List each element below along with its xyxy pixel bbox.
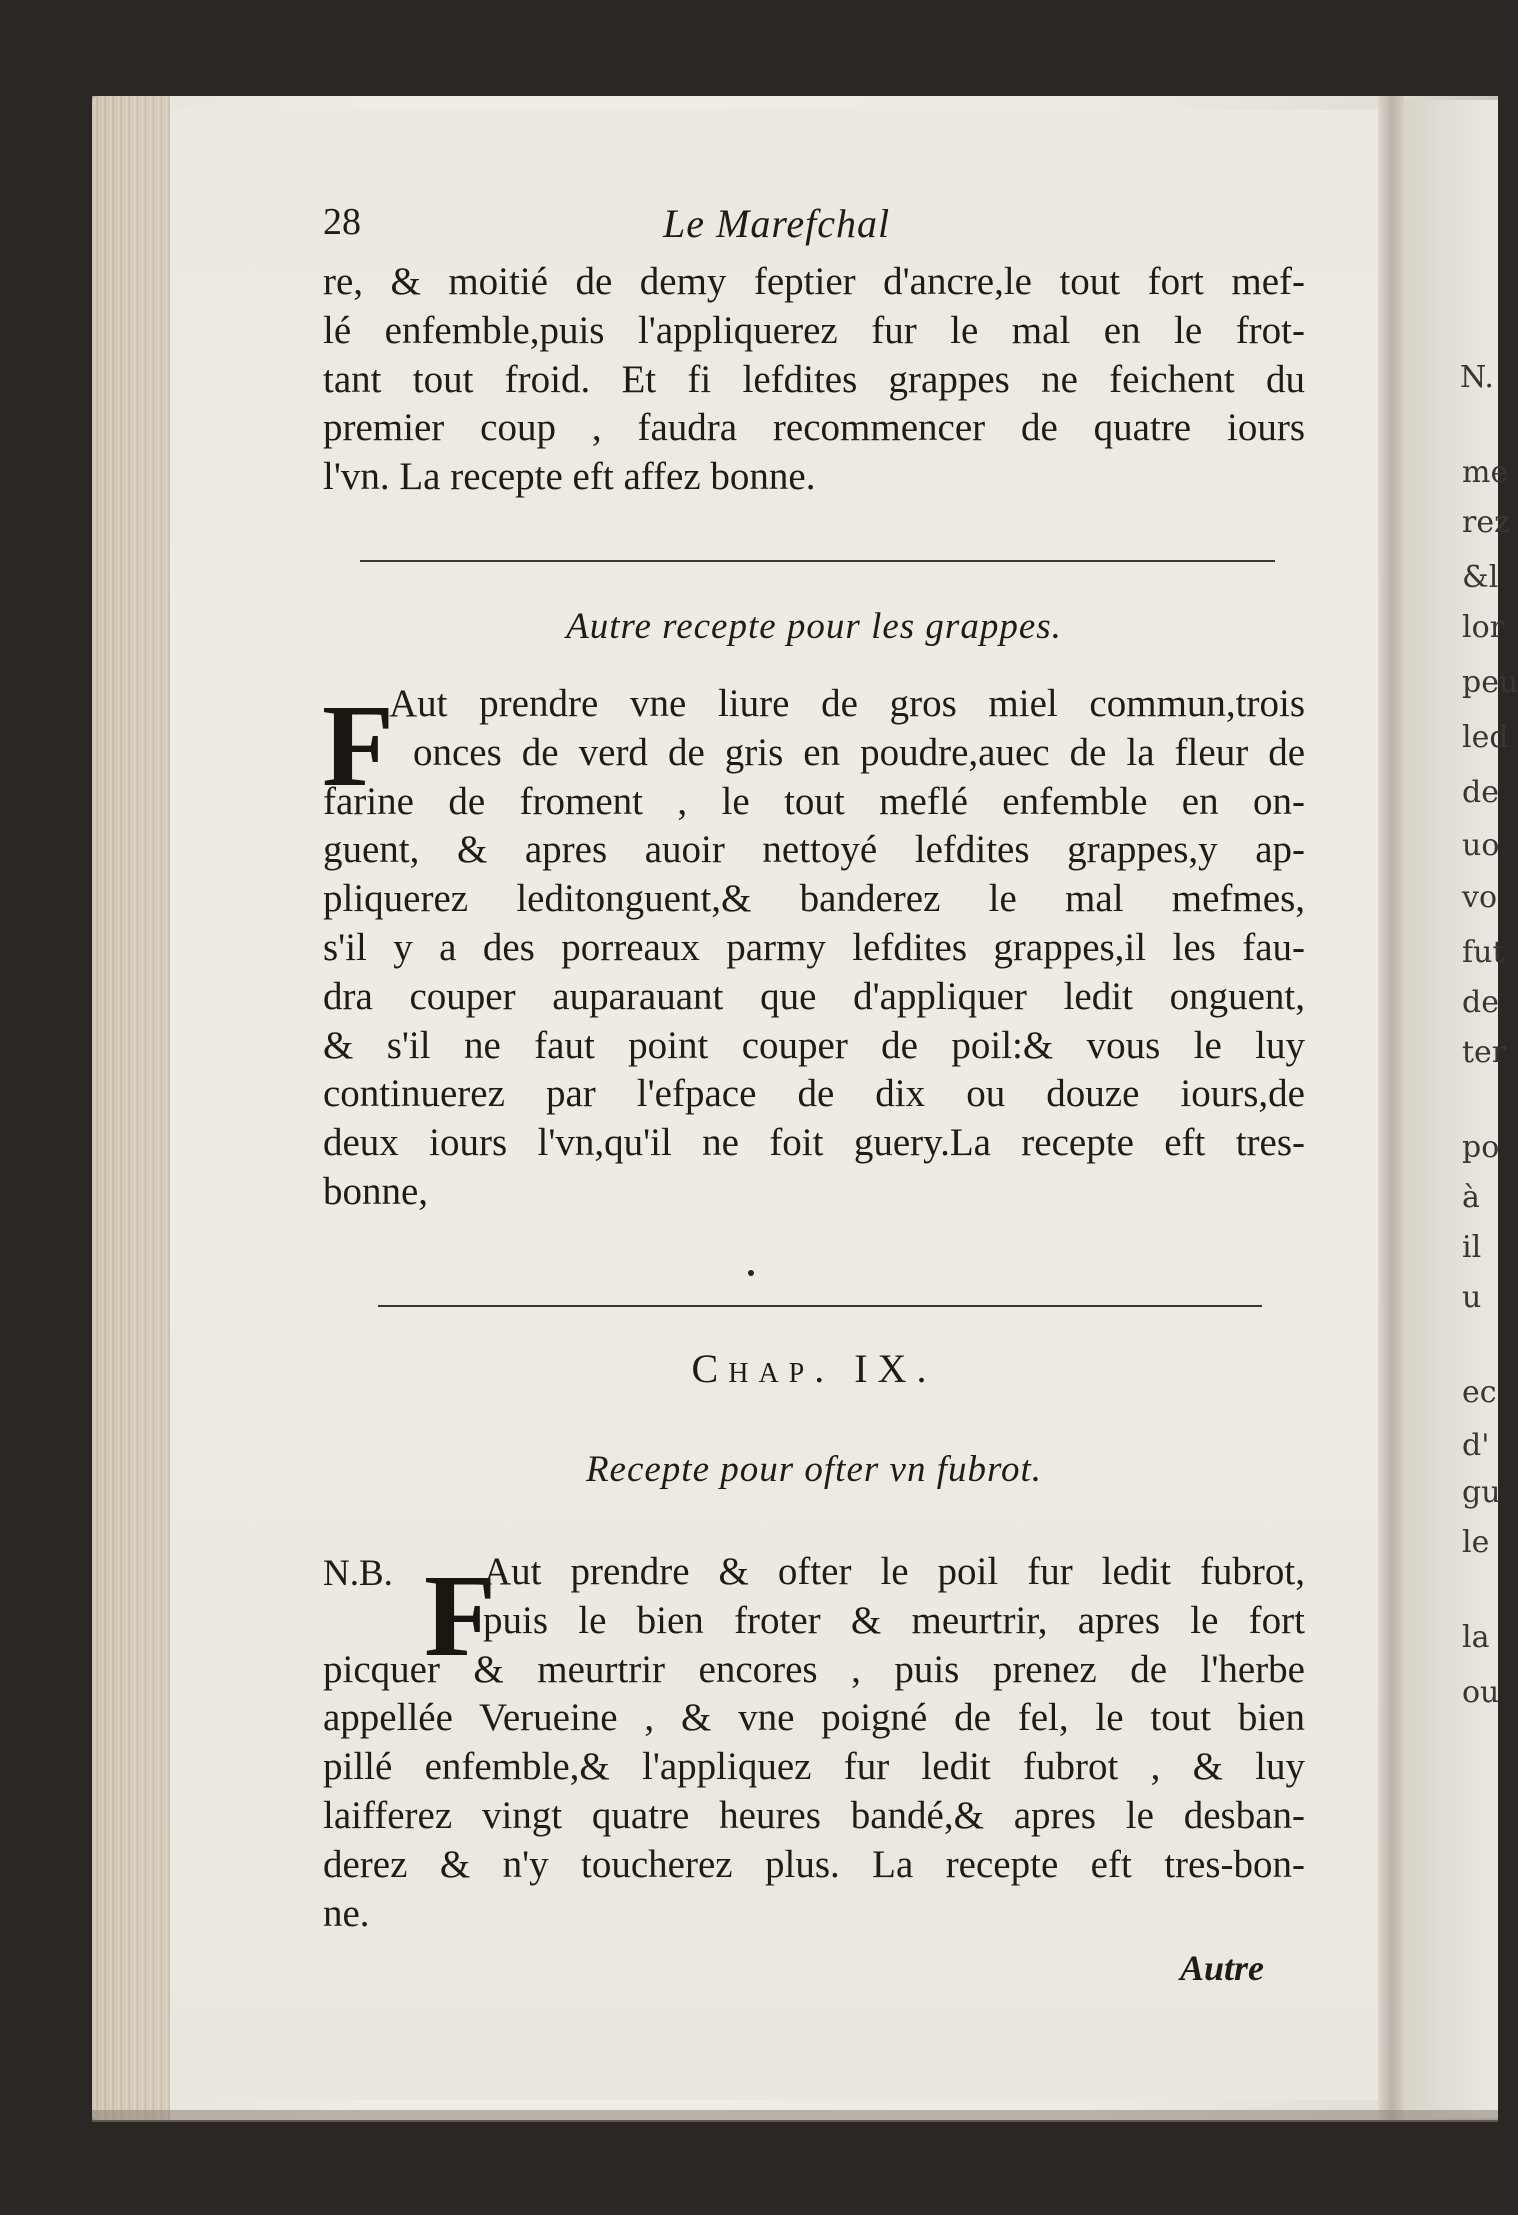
facing-page: [1404, 100, 1518, 2118]
facing-page-fragment: fut: [1462, 935, 1505, 970]
text-line: puis le bien froter & meurtrir, apres le fort: [483, 1598, 1305, 1642]
marginal-note: N.B.: [323, 1553, 393, 1594]
facing-page-fragment: gu: [1462, 1475, 1501, 1510]
text-line: Aut prendre & ofter le poil fur ledit fubrot,: [483, 1550, 1305, 1593]
text-line: deux iours l'vn,qu'il ne foit guery.La recepte eft tres-: [323, 1121, 1305, 1165]
page-number: 28: [323, 201, 361, 243]
facing-page-fragment: ter: [1462, 1035, 1507, 1070]
page-bottom-edge: [92, 2110, 1498, 2122]
facing-page-fragment: led: [1462, 720, 1509, 755]
text-line: s'il y a des porreaux parmy lefdites grappes,il les fau-: [323, 925, 1305, 969]
text-line: l'vn. La recepte eft affez bonne.: [323, 455, 816, 499]
chapter-heading: Chap. IX.: [691, 1346, 937, 1391]
facing-page-fragment: uo: [1462, 828, 1500, 863]
catchword: Autre: [1180, 1948, 1265, 1988]
running-title: Le Marefchal: [663, 201, 891, 246]
facing-page-fragment: u: [1462, 1280, 1482, 1315]
facing-page-fragment: de: [1462, 775, 1499, 810]
text-line: Aut prendre vne liure de gros miel commun,trois: [389, 682, 1305, 725]
text-line: appellée Verueine , & vne poigné de fel, le tout bien: [323, 1696, 1305, 1740]
chapter-title: Recepte pour ofter vn fubrot.: [585, 1449, 1043, 1490]
text-line: bonne,: [323, 1169, 429, 1213]
facing-page-fragment: le: [1462, 1525, 1490, 1560]
facing-page-fragment: de: [1462, 985, 1499, 1020]
text-line: dra couper auparauant que d'appliquer ledit onguent,: [323, 974, 1305, 1018]
facing-page-fragment: po: [1462, 1130, 1500, 1165]
facing-page-fragment: à: [1462, 1180, 1480, 1215]
text-line: & s'il ne faut point couper de poil:& vous le luy: [323, 1023, 1305, 1067]
text-line: ne.: [323, 1891, 370, 1935]
drop-cap: F: [424, 1550, 497, 1681]
text-line: tant tout froid. Et fi lefdites grappes ne feichent du: [323, 357, 1305, 401]
text-line: pillé enfemble,& l'appliquez fur ledit fubrot , & luy: [323, 1745, 1305, 1789]
facing-page-fragment: lor: [1462, 610, 1504, 645]
facing-page-fragment: la: [1462, 1620, 1490, 1655]
facing-page-fragment: me: [1462, 455, 1509, 490]
facing-page-fragment: N.: [1460, 360, 1494, 395]
page-header: [323, 200, 1305, 252]
facing-page-fragment: rez: [1462, 505, 1510, 540]
facing-page-fragment: ou: [1462, 1675, 1500, 1710]
facing-page-fragment: vo: [1462, 880, 1498, 915]
text-line: lé enfemble,puis l'appliquerez fur le mal en le frot-: [323, 308, 1305, 352]
continuation-paragraph: [323, 258, 1305, 502]
text-line: laifferez vingt quatre heures bandé,& apres le desban-: [323, 1793, 1305, 1837]
text-line: guent, & apres auoir nettoyé lefdites grappes,y ap-: [323, 828, 1305, 872]
text-line: onces de verd de gris en poudre,auec de la fleur de: [413, 730, 1305, 774]
chapter-paragraph: [323, 1548, 1305, 1938]
text-line: pliquerez leditonguent,& banderez le mal mefmes,: [323, 877, 1305, 921]
drop-cap: F: [322, 680, 395, 811]
section-rule: [360, 560, 1275, 562]
facing-page-fragment: ec: [1462, 1375, 1497, 1410]
page-edges: [92, 96, 170, 2120]
text-line: continuerez par l'efpace de dix ou douze iours,de: [323, 1072, 1305, 1116]
text-line: premier coup , faudra recommencer de quatre iours: [323, 406, 1305, 450]
facing-page-fragment: &l: [1462, 560, 1499, 595]
book-gutter: [1378, 96, 1404, 2120]
facing-page-fragment: peu: [1462, 665, 1518, 700]
facing-page-fragment: d': [1462, 1428, 1490, 1463]
ink-mark: [748, 1270, 754, 1276]
text-line: re, & moitié de demy feptier d'ancre,le tout fort mef-: [323, 260, 1305, 303]
section-paragraph: [323, 680, 1305, 1217]
section-rule: [378, 1305, 1262, 1307]
facing-page-fragment: il: [1462, 1230, 1482, 1265]
text-line: farine de froment , le tout meflé enfemble en on-: [323, 779, 1305, 823]
text-line: picquer & meurtrir encores , puis prenez de l'herbe: [323, 1647, 1305, 1691]
section-title: Autre recepte pour les grappes.: [566, 606, 1062, 647]
text-line: derez & n'y toucherez plus. La recepte eft tres-bon-: [323, 1842, 1305, 1886]
